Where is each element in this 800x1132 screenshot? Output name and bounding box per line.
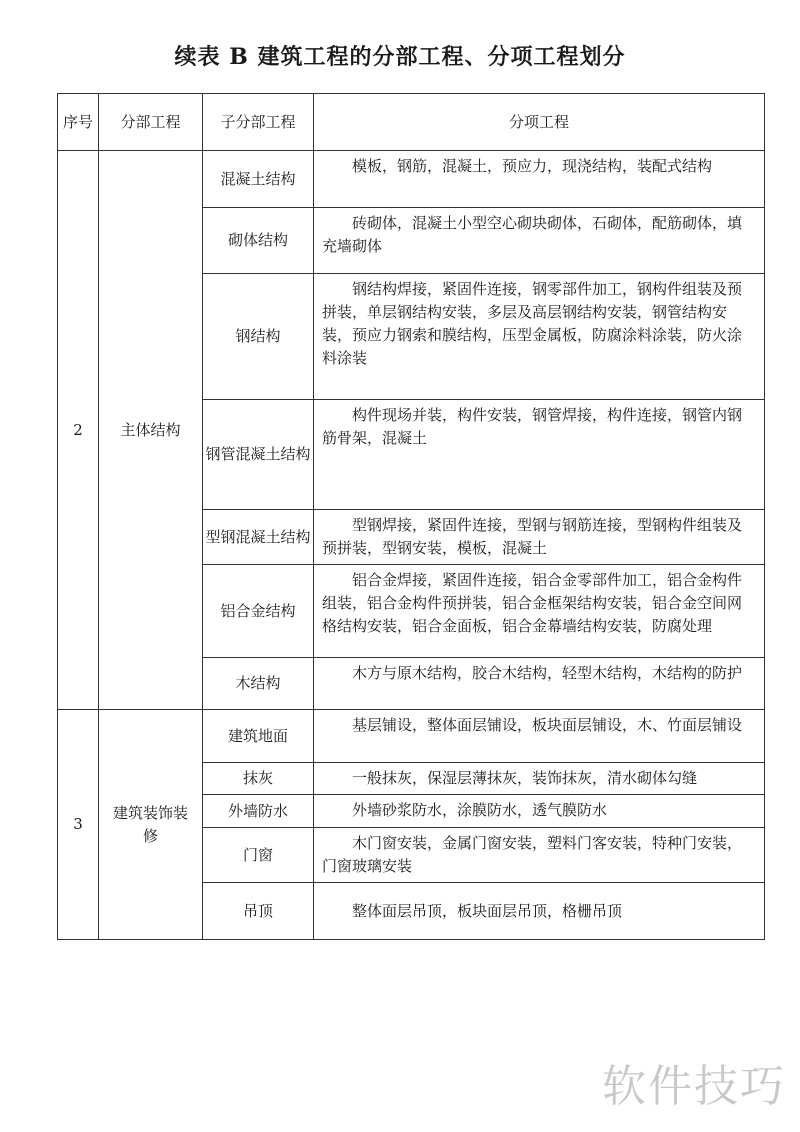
subdivision-cell: 木结构: [203, 658, 314, 710]
subdivision-cell: 建筑地面: [203, 710, 314, 763]
items-cell: 木方与原木结构，胶合木结构，轻型木结构，木结构的防护: [314, 658, 765, 710]
table-row: [58, 151, 765, 208]
division-cell: 主体结构: [99, 151, 203, 710]
header-division: 分部工程: [99, 94, 203, 151]
subdivision-cell: 吊顶: [203, 883, 314, 940]
header-subdivision: 子分部工程: [203, 94, 314, 151]
table-row: [58, 710, 765, 763]
subdivision-cell: 抹灰: [203, 763, 314, 795]
items-cell: 钢结构焊接，紧固件连接，钢零部件加工，钢构件组装及预拼装，单层钢结构安装，多层及高层钢结构安装，钢管结构安装，预应力钢索和膜结构，压型金属板，防腐涂料涂装，防火涂料涂装: [314, 274, 765, 400]
subdivision-cell: 铝合金结构: [203, 565, 314, 658]
subdivision-cell: 钢结构: [203, 274, 314, 400]
subdivision-cell: 型钢混凝土结构: [203, 510, 314, 565]
watermark: 软件技巧: [602, 1061, 786, 1112]
subdivision-cell: 钢管混凝土结构: [203, 400, 314, 510]
items-cell: 构件现场并装，构件安装，钢管焊接，构件连接，钢管内钢筋骨架，混凝土: [314, 400, 765, 510]
subdivision-cell: 混凝土结构: [203, 151, 314, 208]
table-header-row: [58, 94, 765, 151]
subdivision-cell: 外墙防水: [203, 795, 314, 828]
header-items: 分项工程: [314, 94, 765, 151]
header-seq: 序号: [58, 94, 99, 151]
items-cell: 型钢焊接，紧固件连接，型钢与钢筋连接，型钢构件组装及预拼装，型钢安装，模板，混凝土: [314, 510, 765, 565]
items-cell: 模板，钢筋，混凝土，预应力，现浇结构，装配式结构: [314, 151, 765, 208]
items-cell: 外墙砂浆防水，涂膜防水，透气膜防水: [314, 795, 765, 828]
items-cell: 整体面层吊顶，板块面层吊顶，格栅吊顶: [314, 883, 765, 940]
seq-cell: 3: [58, 710, 99, 940]
seq-cell: 2: [58, 151, 99, 710]
items-cell: 基层铺设，整体面层铺设，板块面层铺设，木、竹面层铺设: [314, 710, 765, 763]
items-cell: 铝合金焊接，紧固件连接，铝合金零部件加工，铝合金构件组装，铝合金构件预拼装，铝合金框架结构安装，铝合金空间网格结构安装，铝合金面板，铝合金幕墙结构安装，防腐处理: [314, 565, 765, 658]
subdivision-cell: 砌体结构: [203, 208, 314, 274]
items-cell: 一般抹灰，保湿层薄抹灰，装饰抹灰，清水砌体勾缝: [314, 763, 765, 795]
items-cell: 木门窗安装，金属门窗安装，塑料门客安装，特种门安装，门窗玻璃安装: [314, 828, 765, 883]
items-cell: 砖砌体，混凝土小型空心砌块砌体，石砌体，配筋砌体，填充墙砌体: [314, 208, 765, 274]
subdivision-cell: 门窗: [203, 828, 314, 883]
division-cell: 建筑装饰装修: [99, 710, 203, 940]
page-title: 续表 B 建筑工程的分部工程、分项工程划分: [174, 44, 626, 70]
division-table: [57, 93, 765, 940]
